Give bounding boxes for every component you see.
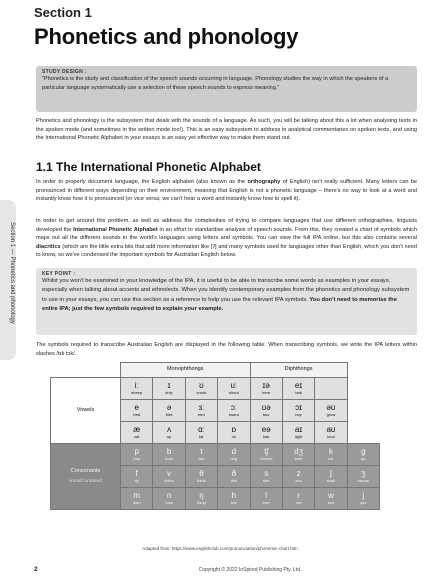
ipa-symbol: ɒ [231, 425, 237, 434]
consonant-cell [153, 487, 185, 509]
ipa-example-word: bird [165, 412, 173, 417]
ipa-example-word: boy [295, 412, 302, 417]
para1-text-start: In order to properly document language, the English alphabet (also known as the [36, 179, 248, 185]
key-point-text [42, 277, 411, 314]
diacritics-term: diacritics [36, 243, 61, 250]
consonant-cell [121, 465, 153, 487]
study-design-text: “Phonetics is the study and classification of the speech sounds occurring in language. Phonology studies the way in which the speakers of a particular language systematically use a selection of these speech sounds to express meaning.” [42, 76, 389, 91]
ipa-example-word: wet [327, 500, 335, 505]
consonant-row [51, 443, 380, 465]
ipa-example-word: shoot [228, 390, 239, 395]
ipa-symbol: θ [199, 469, 204, 478]
vowel-cell [153, 421, 185, 443]
ipa-symbol: w [328, 491, 334, 500]
ipa-symbol: əʊ [326, 403, 336, 412]
consonant-cell [347, 465, 379, 487]
consonant-cell [153, 443, 185, 465]
consonant-cell [121, 443, 153, 465]
ipa-symbol: ɔɪ [295, 403, 302, 412]
ipa-symbol: h [231, 491, 237, 500]
vowel-cell [250, 399, 282, 421]
ipa-example-word: pea [133, 456, 141, 461]
vowel-cell [185, 377, 217, 399]
consonants-label [51, 443, 121, 509]
ipa-example-word: shall [326, 478, 336, 483]
consonant-cell [250, 487, 282, 509]
vowels-label: Vowels [51, 377, 121, 443]
intro-paragraph: Phonetics and phonology is the subsystem that deals with the sounds of a language. As such, you will be talking about this a lot when analysing texts in the spoken mode (and sometimes in the written mode too!). This is an easy subsystem to address in analytical commentaries on spoken texts, and using the International Phonetic Alphabet in your essays is an easy yet effective way to make them stand out. [36, 118, 417, 142]
vowel-cell [121, 377, 153, 399]
vowel-cell [185, 421, 217, 443]
ipa-symbol: e [134, 403, 139, 412]
consonant-cell [121, 487, 153, 509]
subsection-heading: 1.1 The International Phonetic Alphabet [36, 160, 261, 174]
vowel-cell [315, 421, 347, 443]
consonant-cell [315, 465, 347, 487]
ipa-symbol: t [200, 447, 203, 456]
vowel-cell [121, 399, 153, 421]
key-point-plain: Whilst you won't be examined in your knowledge of the IPA, it is useful to be able to transcribe some words as examples in your essays, especially when talking about accents and ethnolects. When you identify contemporary examples from the phonetics and phonology subsystem to use in your essays, you can use this section as a reference to help you use the relevant IPA symbols. [42, 278, 410, 303]
ipa-symbol: iː [134, 381, 139, 390]
ipa-symbol: uː [230, 381, 238, 390]
study-design-callout [36, 66, 417, 112]
ipa-example-word: tea [198, 456, 205, 461]
ipa-symbol: ɑː [198, 425, 205, 434]
ipa-symbol: r [297, 491, 300, 500]
consonant-cell [185, 487, 217, 509]
ipa-term: International Phonetic Alphabet [73, 226, 158, 233]
ipa-symbol: d [231, 447, 237, 456]
vowel-cell [153, 377, 185, 399]
ipa-example-word: sheep [131, 390, 143, 395]
study-design-label: STUDY DESIGN : [42, 69, 87, 75]
ipa-symbol: ɪə [262, 381, 270, 390]
ipa-symbol: eə [261, 425, 271, 434]
ipa-example-word: thing [197, 500, 206, 505]
page-title: Phonetics and phonology [34, 24, 299, 49]
vowel-cell [250, 421, 282, 443]
ipa-example-word: casual [357, 478, 370, 483]
ipa-example-word: hair [262, 434, 270, 439]
ipa-paragraph [36, 217, 417, 260]
ipa-example-word: cheese [259, 456, 273, 461]
ipa-example-word: board [228, 412, 239, 417]
ipa-example-word: ship [165, 390, 173, 395]
diphthongs-header: Diphthongs [250, 363, 347, 378]
ipa-example-word: zoo [295, 478, 302, 483]
ipa-example-word: far [199, 434, 204, 439]
ipa-example-word: fly [134, 478, 139, 483]
key-point-bold: You don't need to memorise the entire IPA; just the few symbols required to explain your example. [42, 296, 397, 312]
orthography-term: orthography [247, 179, 281, 185]
ipa-example-word: tour [262, 412, 270, 417]
adapted-source: Adapted from: https://www.englishclub.com/pronunciation/phonemic-chart.htm [142, 546, 298, 551]
ipa-example-word: go [361, 456, 366, 461]
ipa-example-word: man [132, 500, 141, 505]
ipa-header-row [51, 363, 380, 378]
ipa-example-word: june [294, 456, 303, 461]
ipa-symbol: n [166, 491, 172, 500]
ipa-example-word: bait [295, 390, 302, 395]
ipa-chart [50, 362, 380, 510]
ipa-example-word: crook [196, 390, 207, 395]
ipa-symbol: z [296, 469, 301, 478]
ipa-symbol: b [166, 447, 172, 456]
ipa-symbol: ʊə [261, 403, 271, 412]
ipa-example-word: here [262, 390, 271, 395]
consonants-subtitle: voiced / unvoiced [69, 478, 102, 483]
ipa-example-word: yes [360, 500, 367, 505]
ipa-example-word: video [164, 478, 174, 483]
consonant-cell [250, 465, 282, 487]
ipa-symbol: ɪ [167, 381, 171, 390]
ipa-example-word: on [231, 434, 237, 439]
para2-text-mid: in an effort to standardise analysis of speech sounds. From this, they created a chart of symbols which maps out all the different sounds in the world's languages using letters and symbols. You can view the full IPA online, but this also contains several [36, 226, 418, 242]
vowel-cell [218, 377, 250, 399]
ipa-symbol: ə [166, 403, 172, 412]
ipa-example-word: up [166, 434, 172, 439]
ipa-example-word: cat [134, 434, 140, 439]
consonant-cell [282, 465, 314, 487]
ipa-symbol: ð [231, 469, 237, 478]
ipa-symbol: aɪ [294, 425, 303, 434]
ipa-symbol: f [135, 469, 138, 478]
para2-text-start: In order to get around this problem, as well as address the complexities of trying to compare languages that use different orthographies, linguists developed the [36, 218, 417, 233]
vowel-row [51, 377, 380, 399]
vowel-cell [282, 399, 314, 421]
ipa-table [50, 362, 380, 510]
consonant-cell [347, 487, 379, 509]
header-spacer [51, 363, 121, 378]
ipa-example-word: dog [230, 456, 238, 461]
vowel-row-spacer [347, 377, 379, 399]
ipa-symbol: l [265, 491, 268, 500]
header-spacer-right [347, 363, 379, 378]
orthography-paragraph [36, 178, 417, 204]
vowel-cell [250, 377, 282, 399]
ipa-symbol: p [134, 447, 139, 456]
section-label: Section 1 [34, 5, 92, 20]
ipa-symbol: k [328, 447, 333, 456]
ipa-symbol: ʊ [199, 381, 204, 390]
consonant-cell [315, 443, 347, 465]
vowel-cell [218, 399, 250, 421]
vowel-cell [315, 399, 347, 421]
key-point-label: KEY POINT : [42, 271, 76, 277]
ipa-example-word: think [197, 478, 206, 483]
vowel-cell [282, 421, 314, 443]
side-tab-label: Section 1 — Phonetics and phonology [9, 222, 15, 324]
consonant-cell [282, 487, 314, 509]
consonant-cell [185, 465, 217, 487]
ipa-symbol: ɜː [198, 403, 205, 412]
ipa-example-word: see [262, 478, 270, 483]
ipa-example-word: loud [327, 434, 335, 439]
ipa-symbol: m [133, 491, 141, 500]
consonant-cell [250, 443, 282, 465]
key-point-callout [36, 268, 417, 335]
ipa-example-word: this [230, 478, 237, 483]
ipa-example-word: car [328, 456, 334, 461]
ipa-example-word: boat [165, 456, 173, 461]
ipa-example-word: hat [231, 500, 237, 505]
consonant-cell [153, 465, 185, 487]
consonant-cell [218, 443, 250, 465]
ipa-symbol: eɪ [294, 381, 303, 390]
vowel-row-spacer [347, 421, 379, 443]
ipa-example-word: love [262, 500, 270, 505]
vowel-cell [121, 421, 153, 443]
ipa-example-word: grow [326, 412, 336, 417]
table-intro-paragraph: The symbols required to transcribe Australian English are displayed in the following table. When transcribing symbols, we write the IPA letters within slashes /tɪk tɔk/. [36, 342, 417, 357]
ipa-symbol: ɔː [230, 403, 237, 412]
ipa-symbol: ŋ [199, 491, 204, 500]
consonant-cell [218, 487, 250, 509]
vowel-cell [153, 399, 185, 421]
ipa-example-word: red [295, 500, 302, 505]
consonant-cell [282, 443, 314, 465]
vowel-cell [315, 377, 347, 399]
ipa-symbol: tʃ [264, 447, 269, 456]
ipa-symbol: j [362, 491, 365, 500]
vowel-row-spacer [347, 399, 379, 421]
consonant-cell [347, 443, 379, 465]
ipa-symbol: aʊ [326, 425, 336, 434]
ipa-example-word: bird [198, 412, 205, 417]
ipa-example-word: light [294, 434, 303, 439]
ipa-symbol: ʒ [361, 469, 366, 478]
ipa-symbol: æ [133, 425, 141, 434]
consonant-cell [218, 465, 250, 487]
ipa-symbol: ʃ [330, 469, 332, 478]
ipa-symbol: s [264, 469, 269, 478]
consonant-cell [185, 443, 217, 465]
vowel-cell [282, 377, 314, 399]
ipa-example-word: now [165, 500, 173, 505]
ipa-example-word: bed [133, 412, 141, 417]
page-number: 2 [34, 566, 38, 573]
para2-text-end: (which are the little extra bits that add more information like [ʔ] and many symbols used for languages other than English, which you don't need to know, so we've condensed the important symbols for Australian English below. [36, 243, 417, 259]
ipa-symbol: v [167, 469, 172, 478]
consonants-title: Consonants [70, 468, 101, 474]
vowel-cell [218, 421, 250, 443]
copyright-notice: Copyright © 2022 InSpired Publishing Pty. Ltd. [198, 567, 302, 573]
vowel-cell [185, 399, 217, 421]
monophthongs-header: Monophthongs [121, 363, 251, 378]
ipa-symbol: dʒ [294, 447, 303, 456]
ipa-symbol: ʌ [167, 425, 172, 434]
consonant-cell [315, 487, 347, 509]
para1-text-end: of English) isn't really sufficient. Many letters can be pronounced in different ways depending on their environment, meaning that English is not a phonetic language – there's no way to look at a word and instantly know how it is pronounced (or vice versa; we can't hear a word and instantly know how to spell it). [36, 179, 417, 203]
ipa-symbol: g [361, 447, 366, 456]
